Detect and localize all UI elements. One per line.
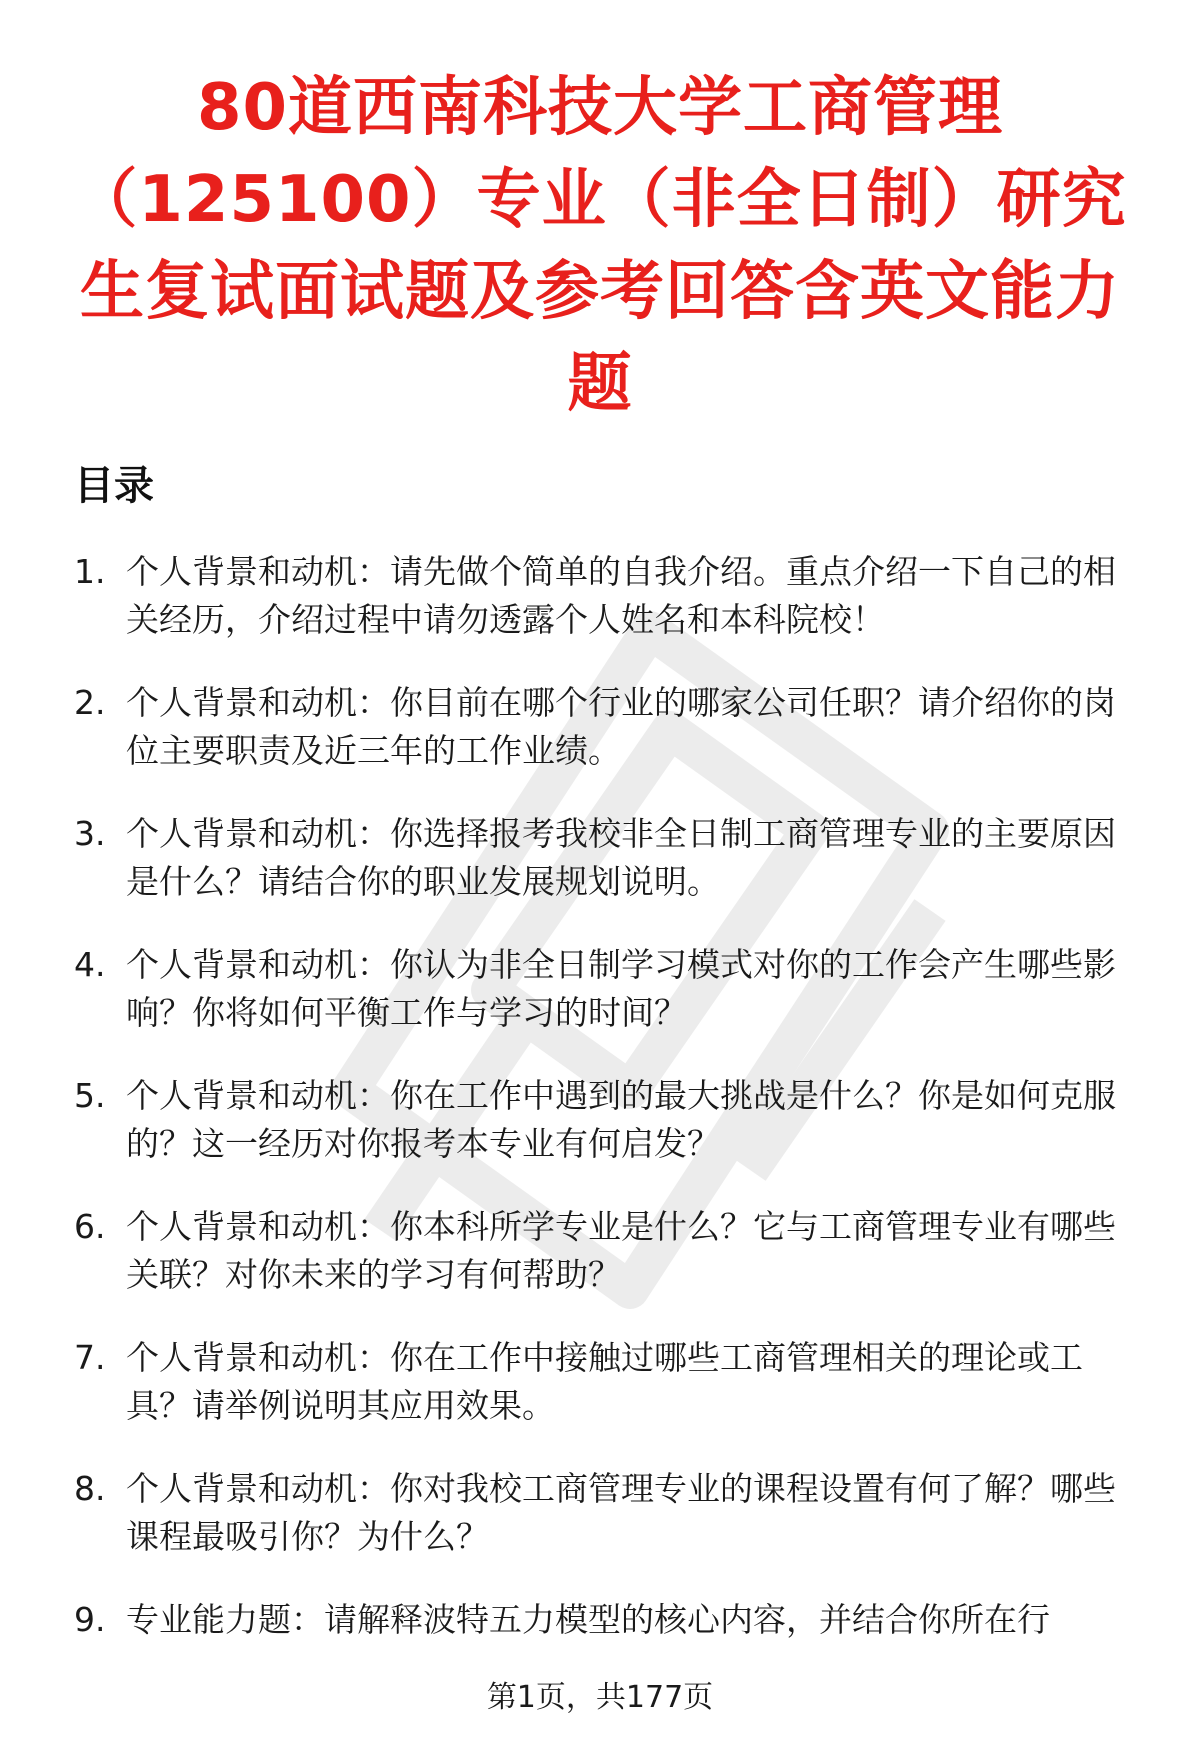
toc-heading: 目录	[74, 463, 154, 509]
toc-item-text: 个人背景和动机：你在工作中接触过哪些工商管理相关的理论或工具？请举例说明其应用效果。	[126, 1338, 1083, 1425]
toc-item[interactable]	[74, 1334, 1134, 1465]
toc-item-text: 专业能力题：请解释波特五力模型的核心内容，并结合你所在行	[126, 1600, 1050, 1639]
toc-item-text: 个人背景和动机：你本科所学专业是什么？它与工商管理专业有哪些关联？对你未来的学习有何帮助？	[126, 1207, 1116, 1294]
toc-item[interactable]	[74, 1072, 1134, 1203]
toc-item-number: 7.	[74, 1338, 106, 1377]
toc-item-text: 个人背景和动机：你认为非全日制学习模式对你的工作会产生哪些影响？你将如何平衡工作与学习的时间？	[126, 945, 1116, 1032]
toc-item-text: 个人背景和动机：你目前在哪个行业的哪家公司任职？请介绍你的岗位主要职责及近三年的工作业绩。	[126, 683, 1116, 770]
toc-item-number: 6.	[74, 1207, 106, 1246]
toc-item-text: 个人背景和动机：你在工作中遇到的最大挑战是什么？你是如何克服的？这一经历对你报考本专业有何启发？	[126, 1076, 1116, 1163]
toc-item[interactable]	[74, 941, 1134, 1072]
toc-item[interactable]	[74, 679, 1134, 810]
toc-item[interactable]	[74, 810, 1134, 941]
toc-item-text: 个人背景和动机：你对我校工商管理专业的课程设置有何了解？哪些课程最吸引你？为什么？	[126, 1469, 1116, 1556]
toc-item-number: 8.	[74, 1469, 106, 1508]
toc-item[interactable]	[74, 1465, 1134, 1596]
toc-item[interactable]	[74, 1203, 1134, 1334]
toc-item-number: 9.	[74, 1600, 106, 1639]
toc-item-number: 2.	[74, 683, 106, 722]
toc-item-text: 个人背景和动机：请先做个简单的自我介绍。重点介绍一下自己的相关经历，介绍过程中请勿透露个人姓名和本科院校！	[126, 552, 1116, 639]
toc-list	[74, 548, 1134, 1727]
document-title: 80道西南科技大学工商管理（125100）专业（非全日制）研究生复试面试题及参考回答含英文能力题	[73, 71, 1127, 421]
toc-item-number: 3.	[74, 814, 106, 853]
toc-item-number: 1.	[74, 552, 106, 591]
toc-item-text: 个人背景和动机：你选择报考我校非全日制工商管理专业的主要原因是什么？请结合你的职业发展规划说明。	[126, 814, 1116, 901]
toc-item[interactable]	[74, 548, 1134, 679]
toc-item-number: 5.	[74, 1076, 106, 1115]
toc-item-number: 4.	[74, 945, 106, 984]
page-footer: 第1页，共177页	[486, 1680, 714, 1715]
